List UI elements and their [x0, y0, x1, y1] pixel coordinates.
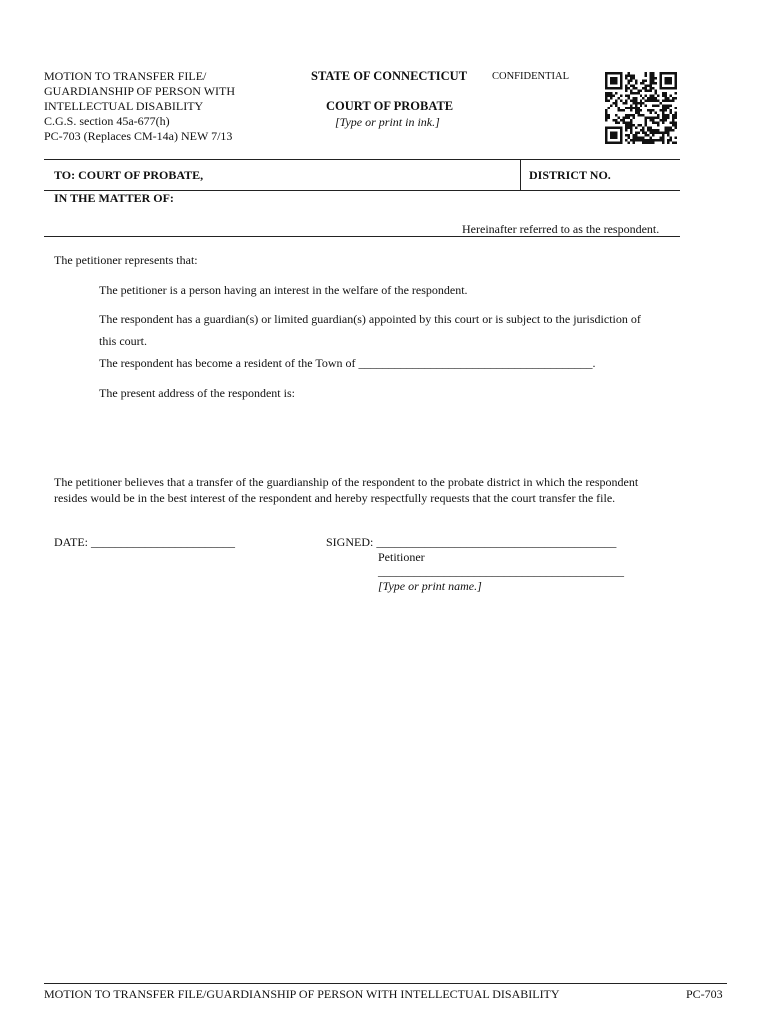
- form-statute-line: C.G.S. section 45a-677(h): [44, 114, 170, 128]
- footer-form-number: PC-703: [686, 987, 723, 1001]
- form-title-line-3: INTELLECTUAL DISABILITY: [44, 99, 204, 113]
- ink-instruction: [Type or print in ink.]: [335, 115, 440, 129]
- petitioner-label: Petitioner: [378, 550, 425, 564]
- matter-label: IN THE MATTER OF:: [54, 191, 174, 205]
- signed-field[interactable]: SIGNED: ________________________________________: [326, 535, 617, 549]
- court-heading: COURT OF PROBATE: [326, 99, 454, 113]
- confidential-label: CONFIDENTIAL: [492, 71, 569, 82]
- form-title-line-1: MOTION TO TRANSFER FILE/: [44, 69, 207, 83]
- petition-intro: The petitioner represents that:: [54, 253, 198, 267]
- statement-resident: The respondent has become a resident of the Town of _______________________________________.: [99, 356, 596, 370]
- name-instruction: [Type or print name.]: [378, 579, 482, 593]
- district-divider: [520, 159, 521, 190]
- statement-guardian-line-1: The respondent has a guardian(s) or limited guardian(s) appointed by this court or is subject to the jurisdiction of: [99, 312, 641, 326]
- respondent-note: Hereinafter referred to as the respondent.: [462, 222, 660, 236]
- form-number-line: PC-703 (Replaces CM-14a) NEW 7/13: [44, 129, 233, 143]
- request-paragraph: The petitioner believes that a transfer of the guardianship of the respondent to the probate district in which the respondent resides would be in the best interest of the respondent and hereby respectfully requests that the court transfer the file.: [54, 475, 639, 505]
- footer-title: MOTION TO TRANSFER FILE/GUARDIANSHIP OF PERSON WITH INTELLECTUAL DISABILITY: [44, 987, 560, 1001]
- date-field[interactable]: DATE: ________________________: [54, 535, 235, 549]
- addressee-top-rule: [44, 159, 680, 160]
- footer-rule: [44, 983, 727, 984]
- form-title-block: [44, 69, 235, 144]
- qr-code-icon: [605, 72, 677, 144]
- statement-interest: The petitioner is a person having an interest in the welfare of the respondent.: [99, 283, 468, 297]
- form-title-line-2: GUARDIANSHIP OF PERSON WITH: [44, 84, 236, 98]
- statement-guardian-line-2: this court.: [99, 334, 147, 348]
- addressee-bottom-rule: [44, 236, 680, 237]
- state-heading: STATE OF CONNECTICUT: [311, 69, 468, 83]
- statement-address: The present address of the respondent is:: [99, 386, 295, 400]
- petitioner-name-line[interactable]: _________________________________________: [378, 564, 624, 578]
- to-court-label: TO: COURT OF PROBATE,: [54, 168, 204, 182]
- district-label: DISTRICT NO.: [529, 168, 611, 182]
